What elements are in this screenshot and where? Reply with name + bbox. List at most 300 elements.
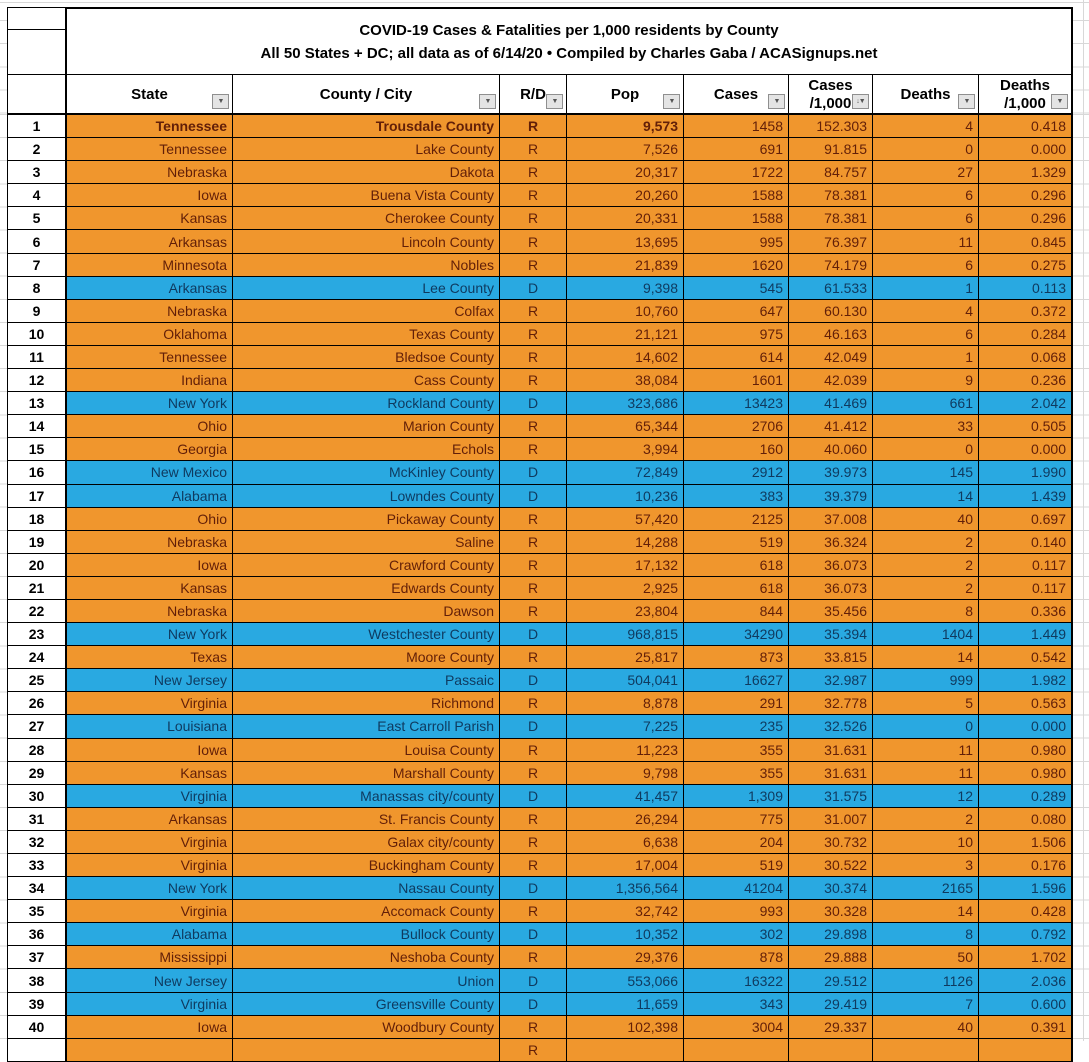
row-number-cell[interactable]: 20: [7, 554, 67, 577]
cell-deaths-per-1000[interactable]: 1.990: [979, 461, 1073, 484]
cell-deaths[interactable]: 33: [873, 415, 979, 438]
cell-deaths[interactable]: 14: [873, 900, 979, 923]
cell-cases-per-1000[interactable]: 35.394: [789, 623, 873, 646]
cell-deaths[interactable]: 5: [873, 692, 979, 715]
cell-state[interactable]: New York: [67, 877, 233, 900]
cell-pop[interactable]: 14,602: [567, 346, 684, 369]
cell-pop[interactable]: 9,573: [567, 115, 684, 138]
cell-county[interactable]: Pickaway County: [233, 508, 500, 531]
cell-pop[interactable]: 10,760: [567, 300, 684, 323]
cell-deaths[interactable]: 0: [873, 715, 979, 738]
cell-deaths[interactable]: 4: [873, 300, 979, 323]
cell-cases[interactable]: 519: [684, 854, 789, 877]
cell-state[interactable]: Indiana: [67, 369, 233, 392]
cell-county[interactable]: Moore County: [233, 646, 500, 669]
cell-state[interactable]: Virginia: [67, 831, 233, 854]
cell-rd[interactable]: R: [500, 808, 567, 831]
row-number-header-cell[interactable]: [7, 75, 67, 115]
filter-button-deaths[interactable]: [958, 94, 975, 109]
cell-cases-per-1000[interactable]: 78.381: [789, 207, 873, 230]
row-number-cell[interactable]: 32: [7, 831, 67, 854]
cell-rd[interactable]: R: [500, 161, 567, 184]
filter-button-cases-per-1000-sorted[interactable]: [852, 94, 869, 109]
cell-deaths-per-1000[interactable]: 0.505: [979, 415, 1073, 438]
cell-deaths-per-1000[interactable]: 2.036: [979, 969, 1073, 992]
cell-county[interactable]: Greensville County: [233, 993, 500, 1016]
cell-state[interactable]: New York: [67, 392, 233, 415]
cell-cases-per-1000[interactable]: 33.815: [789, 646, 873, 669]
cell-pop[interactable]: 8,878: [567, 692, 684, 715]
cell-pop[interactable]: 968,815: [567, 623, 684, 646]
cell-rd[interactable]: R: [500, 438, 567, 461]
row-number-cell[interactable]: 1: [7, 115, 67, 138]
cell-rd[interactable]: D: [500, 785, 567, 808]
cell-county[interactable]: Louisa County: [233, 739, 500, 762]
cell-cases[interactable]: 1722: [684, 161, 789, 184]
cell-rd[interactable]: R: [500, 115, 567, 138]
cell-deaths-per-1000[interactable]: 0.372: [979, 300, 1073, 323]
cell-rd[interactable]: R: [500, 646, 567, 669]
cell-county[interactable]: Lee County: [233, 277, 500, 300]
cell-pop[interactable]: 11,223: [567, 739, 684, 762]
cell-cases-per-1000[interactable]: 61.533: [789, 277, 873, 300]
cell-rd[interactable]: R: [500, 900, 567, 923]
cell-cases-per-1000[interactable]: 36.073: [789, 554, 873, 577]
cell-rd[interactable]: R: [500, 184, 567, 207]
cell-cases[interactable]: 2125: [684, 508, 789, 531]
row-number-cell[interactable]: 19: [7, 531, 67, 554]
cell-deaths-per-1000[interactable]: 0.176: [979, 854, 1073, 877]
cell-pop[interactable]: 23,804: [567, 600, 684, 623]
cell-cases[interactable]: 355: [684, 762, 789, 785]
cell-cases[interactable]: 160: [684, 438, 789, 461]
cell-cases[interactable]: 343: [684, 993, 789, 1016]
cell-deaths-per-1000[interactable]: 1.596: [979, 877, 1073, 900]
cell-county[interactable]: Colfax: [233, 300, 500, 323]
cell-county[interactable]: Nobles: [233, 254, 500, 277]
cell-state[interactable]: Nebraska: [67, 161, 233, 184]
cell-cases[interactable]: 1,309: [684, 785, 789, 808]
cell-cases[interactable]: 16627: [684, 669, 789, 692]
cell-pop[interactable]: 65,344: [567, 415, 684, 438]
cell-cases[interactable]: 995: [684, 230, 789, 253]
corner-cell-bottom[interactable]: [7, 29, 67, 75]
cell-cases[interactable]: 41204: [684, 877, 789, 900]
cell-county[interactable]: Texas County: [233, 323, 500, 346]
cell-cases-per-1000[interactable]: 29.888: [789, 946, 873, 969]
cell-deaths[interactable]: 11: [873, 230, 979, 253]
cell-county[interactable]: Westchester County: [233, 623, 500, 646]
row-number-cell[interactable]: 31: [7, 808, 67, 831]
cell-deaths-per-1000[interactable]: 0.980: [979, 739, 1073, 762]
cell-county[interactable]: Marion County: [233, 415, 500, 438]
cell-deaths[interactable]: 1404: [873, 623, 979, 646]
cell-cases[interactable]: 545: [684, 277, 789, 300]
cell-cases-per-1000[interactable]: 36.073: [789, 577, 873, 600]
row-number-cell[interactable]: 8: [7, 277, 67, 300]
row-number-cell[interactable]: 33: [7, 854, 67, 877]
cell-rd[interactable]: R: [500, 207, 567, 230]
cell-deaths[interactable]: 0: [873, 438, 979, 461]
cell-cases-per-1000[interactable]: 78.381: [789, 184, 873, 207]
cell-state[interactable]: Kansas: [67, 762, 233, 785]
row-number-cell[interactable]: 34: [7, 877, 67, 900]
cell-cases-per-1000[interactable]: 42.039: [789, 369, 873, 392]
row-number-cell[interactable]: 16: [7, 461, 67, 484]
cell-deaths-per-1000[interactable]: 0.697: [979, 508, 1073, 531]
cell-deaths[interactable]: 0: [873, 138, 979, 161]
cell-cases-per-1000[interactable]: 39.379: [789, 485, 873, 508]
cell-cases[interactable]: 618: [684, 577, 789, 600]
cell-state[interactable]: New Jersey: [67, 969, 233, 992]
cell-rd[interactable]: R: [500, 300, 567, 323]
cell-county[interactable]: McKinley County: [233, 461, 500, 484]
cell-deaths-per-1000[interactable]: 1.702: [979, 946, 1073, 969]
cell-deaths-per-1000[interactable]: 0.391: [979, 1016, 1073, 1039]
cell-county[interactable]: Accomack County: [233, 900, 500, 923]
cell-deaths-per-1000[interactable]: 0.542: [979, 646, 1073, 669]
cell-cases[interactable]: 878: [684, 946, 789, 969]
cell-cases-per-1000[interactable]: 30.374: [789, 877, 873, 900]
cell-cases[interactable]: 1458: [684, 115, 789, 138]
cell-rd[interactable]: R: [500, 831, 567, 854]
cell-rd[interactable]: R: [500, 600, 567, 623]
row-number-cell[interactable]: 13: [7, 392, 67, 415]
cell-pop[interactable]: 14,288: [567, 531, 684, 554]
row-number-cell[interactable]: 39: [7, 993, 67, 1016]
cell-pop[interactable]: 17,132: [567, 554, 684, 577]
cell-pop[interactable]: 7,225: [567, 715, 684, 738]
cell-deaths-per-1000[interactable]: 0.140: [979, 531, 1073, 554]
cell-cases-per-1000[interactable]: 31.631: [789, 739, 873, 762]
cell-county[interactable]: Nassau County: [233, 877, 500, 900]
filter-button-pop[interactable]: [663, 94, 680, 109]
cell-cases[interactable]: 1588: [684, 207, 789, 230]
cell-county[interactable]: Woodbury County: [233, 1016, 500, 1039]
row-number-cell[interactable]: 5: [7, 207, 67, 230]
cell-pop[interactable]: 38,084: [567, 369, 684, 392]
cell-rd[interactable]: R: [500, 1039, 567, 1062]
cell-pop[interactable]: 20,317: [567, 161, 684, 184]
row-number-cell[interactable]: 6: [7, 230, 67, 253]
cell-county[interactable]: Dakota: [233, 161, 500, 184]
cell-rd[interactable]: D: [500, 277, 567, 300]
cell-county[interactable]: Buckingham County: [233, 854, 500, 877]
cell-cases[interactable]: [684, 1039, 789, 1062]
cell-deaths-per-1000[interactable]: 0.000: [979, 438, 1073, 461]
cell-pop[interactable]: 102,398: [567, 1016, 684, 1039]
cell-cases-per-1000[interactable]: 42.049: [789, 346, 873, 369]
cell-pop[interactable]: 13,695: [567, 230, 684, 253]
cell-deaths-per-1000[interactable]: 0.792: [979, 923, 1073, 946]
row-number-cell[interactable]: [7, 1039, 67, 1062]
cell-cases-per-1000[interactable]: 46.163: [789, 323, 873, 346]
cell-rd[interactable]: R: [500, 508, 567, 531]
cell-deaths-per-1000[interactable]: 0.336: [979, 600, 1073, 623]
cell-deaths-per-1000[interactable]: 1.449: [979, 623, 1073, 646]
cell-cases-per-1000[interactable]: 29.419: [789, 993, 873, 1016]
cell-rd[interactable]: R: [500, 762, 567, 785]
cell-cases[interactable]: 975: [684, 323, 789, 346]
cell-deaths-per-1000[interactable]: 0.117: [979, 577, 1073, 600]
corner-cell-top[interactable]: [7, 7, 67, 29]
cell-deaths[interactable]: 8: [873, 923, 979, 946]
cell-deaths-per-1000[interactable]: 0.418: [979, 115, 1073, 138]
row-number-cell[interactable]: 22: [7, 600, 67, 623]
cell-rd[interactable]: R: [500, 554, 567, 577]
cell-cases-per-1000[interactable]: 74.179: [789, 254, 873, 277]
cell-deaths-per-1000[interactable]: 0.289: [979, 785, 1073, 808]
cell-deaths-per-1000[interactable]: 1.329: [979, 161, 1073, 184]
row-number-cell[interactable]: 17: [7, 485, 67, 508]
cell-deaths[interactable]: 12: [873, 785, 979, 808]
cell-deaths-per-1000[interactable]: 1.982: [979, 669, 1073, 692]
cell-county[interactable]: Neshoba County: [233, 946, 500, 969]
row-number-cell[interactable]: 2: [7, 138, 67, 161]
cell-cases-per-1000[interactable]: 37.008: [789, 508, 873, 531]
cell-cases-per-1000[interactable]: 36.324: [789, 531, 873, 554]
cell-deaths[interactable]: 6: [873, 254, 979, 277]
cell-state[interactable]: Virginia: [67, 900, 233, 923]
cell-deaths-per-1000[interactable]: 0.600: [979, 993, 1073, 1016]
cell-deaths-per-1000[interactable]: 0.275: [979, 254, 1073, 277]
cell-state[interactable]: Kansas: [67, 577, 233, 600]
cell-cases[interactable]: 691: [684, 138, 789, 161]
cell-cases-per-1000[interactable]: 40.060: [789, 438, 873, 461]
cell-cases[interactable]: 873: [684, 646, 789, 669]
cell-pop[interactable]: 6,638: [567, 831, 684, 854]
cell-state[interactable]: New York: [67, 623, 233, 646]
row-number-cell[interactable]: 21: [7, 577, 67, 600]
cell-deaths[interactable]: 6: [873, 207, 979, 230]
cell-rd[interactable]: D: [500, 877, 567, 900]
cell-deaths-per-1000[interactable]: 2.042: [979, 392, 1073, 415]
cell-cases[interactable]: 614: [684, 346, 789, 369]
cell-cases-per-1000[interactable]: 31.007: [789, 808, 873, 831]
row-number-cell[interactable]: 38: [7, 969, 67, 992]
cell-state[interactable]: Iowa: [67, 739, 233, 762]
cell-pop[interactable]: 2,925: [567, 577, 684, 600]
row-number-cell[interactable]: 4: [7, 184, 67, 207]
cell-deaths[interactable]: 2: [873, 808, 979, 831]
row-number-cell[interactable]: 12: [7, 369, 67, 392]
cell-state[interactable]: Tennessee: [67, 346, 233, 369]
row-number-cell[interactable]: 10: [7, 323, 67, 346]
cell-cases[interactable]: 13423: [684, 392, 789, 415]
cell-deaths-per-1000[interactable]: [979, 1039, 1073, 1062]
cell-deaths[interactable]: 1126: [873, 969, 979, 992]
cell-state[interactable]: Nebraska: [67, 600, 233, 623]
cell-rd[interactable]: D: [500, 392, 567, 415]
cell-state[interactable]: Virginia: [67, 785, 233, 808]
cell-deaths[interactable]: 2: [873, 554, 979, 577]
cell-state[interactable]: Oklahoma: [67, 323, 233, 346]
cell-deaths-per-1000[interactable]: 0.080: [979, 808, 1073, 831]
cell-county[interactable]: Passaic: [233, 669, 500, 692]
cell-deaths[interactable]: 1: [873, 277, 979, 300]
cell-deaths[interactable]: 11: [873, 739, 979, 762]
cell-deaths-per-1000[interactable]: 0.563: [979, 692, 1073, 715]
cell-deaths[interactable]: 661: [873, 392, 979, 415]
cell-deaths-per-1000[interactable]: 0.000: [979, 138, 1073, 161]
cell-deaths[interactable]: 2: [873, 531, 979, 554]
cell-cases[interactable]: 16322: [684, 969, 789, 992]
cell-cases[interactable]: 1620: [684, 254, 789, 277]
cell-state[interactable]: Arkansas: [67, 277, 233, 300]
cell-rd[interactable]: R: [500, 692, 567, 715]
cell-cases[interactable]: 302: [684, 923, 789, 946]
cell-rd[interactable]: D: [500, 993, 567, 1016]
cell-state[interactable]: Virginia: [67, 993, 233, 1016]
cell-deaths[interactable]: 1: [873, 346, 979, 369]
cell-county[interactable]: Edwards County: [233, 577, 500, 600]
cell-deaths[interactable]: 14: [873, 646, 979, 669]
cell-state[interactable]: Alabama: [67, 485, 233, 508]
cell-rd[interactable]: R: [500, 230, 567, 253]
row-number-cell[interactable]: 23: [7, 623, 67, 646]
cell-county[interactable]: Cass County: [233, 369, 500, 392]
cell-county[interactable]: Marshall County: [233, 762, 500, 785]
cell-deaths[interactable]: 2: [873, 577, 979, 600]
cell-cases[interactable]: 34290: [684, 623, 789, 646]
cell-state[interactable]: Kansas: [67, 207, 233, 230]
cell-rd[interactable]: R: [500, 739, 567, 762]
cell-deaths-per-1000[interactable]: 0.296: [979, 184, 1073, 207]
cell-cases[interactable]: 383: [684, 485, 789, 508]
cell-cases-per-1000[interactable]: 152.303: [789, 115, 873, 138]
cell-county[interactable]: Bledsoe County: [233, 346, 500, 369]
cell-cases[interactable]: 204: [684, 831, 789, 854]
cell-state[interactable]: New Mexico: [67, 461, 233, 484]
cell-pop[interactable]: 26,294: [567, 808, 684, 831]
cell-county[interactable]: Buena Vista County: [233, 184, 500, 207]
cell-cases[interactable]: 2706: [684, 415, 789, 438]
cell-state[interactable]: Georgia: [67, 438, 233, 461]
filter-button-deaths-per-1000[interactable]: [1051, 94, 1068, 109]
cell-deaths-per-1000[interactable]: 0.113: [979, 277, 1073, 300]
cell-deaths-per-1000[interactable]: 0.000: [979, 715, 1073, 738]
cell-state[interactable]: Ohio: [67, 508, 233, 531]
cell-deaths[interactable]: 14: [873, 485, 979, 508]
cell-county[interactable]: Echols: [233, 438, 500, 461]
cell-state[interactable]: Iowa: [67, 1016, 233, 1039]
cell-county[interactable]: Richmond: [233, 692, 500, 715]
cell-cases-per-1000[interactable]: 84.757: [789, 161, 873, 184]
cell-pop[interactable]: 10,352: [567, 923, 684, 946]
cell-cases-per-1000[interactable]: 29.337: [789, 1016, 873, 1039]
cell-deaths[interactable]: 10: [873, 831, 979, 854]
cell-cases-per-1000[interactable]: 30.522: [789, 854, 873, 877]
cell-deaths-per-1000[interactable]: 0.068: [979, 346, 1073, 369]
cell-rd[interactable]: D: [500, 461, 567, 484]
cell-rd[interactable]: R: [500, 854, 567, 877]
cell-state[interactable]: [67, 1039, 233, 1062]
cell-pop[interactable]: 553,066: [567, 969, 684, 992]
cell-rd[interactable]: R: [500, 138, 567, 161]
cell-county[interactable]: Cherokee County: [233, 207, 500, 230]
cell-cases[interactable]: 3004: [684, 1016, 789, 1039]
row-number-cell[interactable]: 40: [7, 1016, 67, 1039]
cell-deaths[interactable]: 6: [873, 323, 979, 346]
cell-rd[interactable]: R: [500, 346, 567, 369]
cell-county[interactable]: Dawson: [233, 600, 500, 623]
cell-cases[interactable]: 235: [684, 715, 789, 738]
row-number-cell[interactable]: 30: [7, 785, 67, 808]
cell-cases[interactable]: 1601: [684, 369, 789, 392]
cell-cases[interactable]: 1588: [684, 184, 789, 207]
cell-county[interactable]: Bullock County: [233, 923, 500, 946]
cell-deaths[interactable]: 27: [873, 161, 979, 184]
cell-cases[interactable]: 519: [684, 531, 789, 554]
cell-state[interactable]: Nebraska: [67, 300, 233, 323]
cell-state[interactable]: Ohio: [67, 415, 233, 438]
cell-pop[interactable]: 20,331: [567, 207, 684, 230]
cell-pop[interactable]: 3,994: [567, 438, 684, 461]
cell-pop[interactable]: 17,004: [567, 854, 684, 877]
cell-cases-per-1000[interactable]: 41.412: [789, 415, 873, 438]
cell-cases-per-1000[interactable]: 31.575: [789, 785, 873, 808]
cell-pop[interactable]: [567, 1039, 684, 1062]
cell-county[interactable]: Crawford County: [233, 554, 500, 577]
row-number-cell[interactable]: 35: [7, 900, 67, 923]
cell-county[interactable]: Lake County: [233, 138, 500, 161]
cell-state[interactable]: New Jersey: [67, 669, 233, 692]
cell-deaths-per-1000[interactable]: 0.845: [979, 230, 1073, 253]
cell-pop[interactable]: 29,376: [567, 946, 684, 969]
row-number-cell[interactable]: 11: [7, 346, 67, 369]
cell-pop[interactable]: 72,849: [567, 461, 684, 484]
cell-deaths[interactable]: 999: [873, 669, 979, 692]
cell-rd[interactable]: R: [500, 1016, 567, 1039]
cell-deaths[interactable]: 3: [873, 854, 979, 877]
row-number-cell[interactable]: 28: [7, 739, 67, 762]
row-number-cell[interactable]: 14: [7, 415, 67, 438]
cell-deaths-per-1000[interactable]: 0.296: [979, 207, 1073, 230]
row-number-cell[interactable]: 24: [7, 646, 67, 669]
cell-cases[interactable]: 993: [684, 900, 789, 923]
cell-rd[interactable]: R: [500, 531, 567, 554]
cell-deaths[interactable]: 40: [873, 1016, 979, 1039]
cell-state[interactable]: Arkansas: [67, 808, 233, 831]
cell-rd[interactable]: R: [500, 946, 567, 969]
cell-pop[interactable]: 1,356,564: [567, 877, 684, 900]
cell-pop[interactable]: 32,742: [567, 900, 684, 923]
cell-cases[interactable]: 291: [684, 692, 789, 715]
cell-rd[interactable]: R: [500, 323, 567, 346]
cell-cases-per-1000[interactable]: 30.732: [789, 831, 873, 854]
row-number-cell[interactable]: 27: [7, 715, 67, 738]
cell-county[interactable]: Saline: [233, 531, 500, 554]
cell-rd[interactable]: D: [500, 715, 567, 738]
cell-deaths-per-1000[interactable]: 0.428: [979, 900, 1073, 923]
row-number-cell[interactable]: 9: [7, 300, 67, 323]
cell-pop[interactable]: 20,260: [567, 184, 684, 207]
cell-deaths-per-1000[interactable]: 0.117: [979, 554, 1073, 577]
filter-button-county[interactable]: [479, 94, 496, 109]
cell-deaths-per-1000[interactable]: 1.506: [979, 831, 1073, 854]
cell-pop[interactable]: 504,041: [567, 669, 684, 692]
cell-cases-per-1000[interactable]: 39.973: [789, 461, 873, 484]
cell-deaths-per-1000[interactable]: 0.236: [979, 369, 1073, 392]
cell-rd[interactable]: D: [500, 623, 567, 646]
cell-state[interactable]: Mississippi: [67, 946, 233, 969]
cell-rd[interactable]: R: [500, 369, 567, 392]
cell-cases[interactable]: 775: [684, 808, 789, 831]
cell-pop[interactable]: 10,236: [567, 485, 684, 508]
cell-county[interactable]: Trousdale County: [233, 115, 500, 138]
cell-deaths[interactable]: 2165: [873, 877, 979, 900]
cell-county[interactable]: Union: [233, 969, 500, 992]
